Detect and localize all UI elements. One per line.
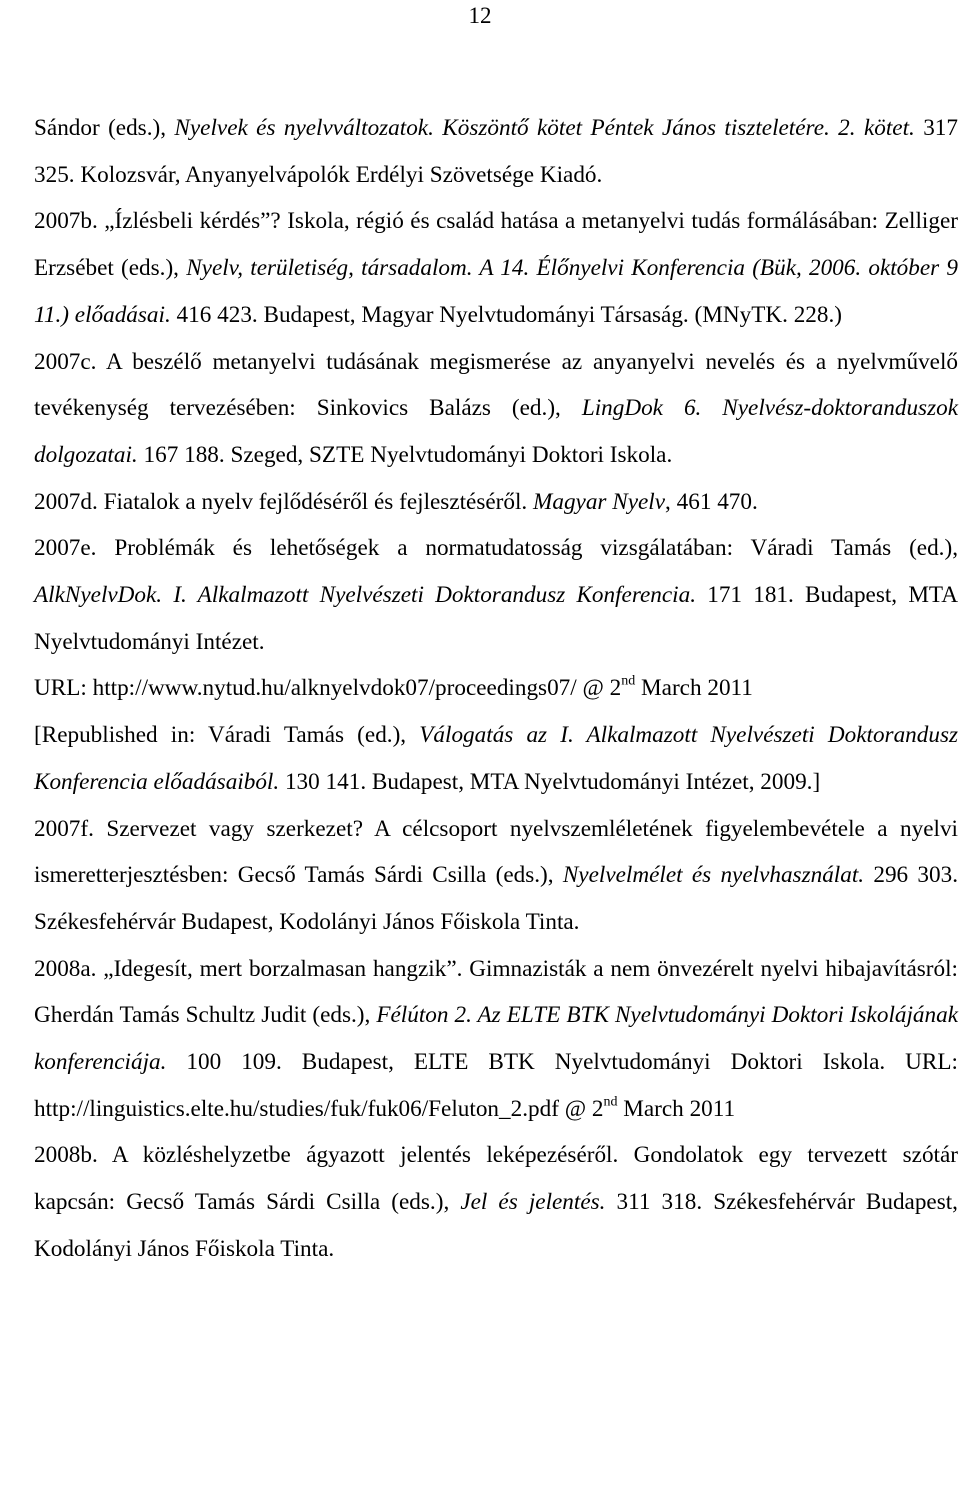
- reference-text: 2008b. A közléshelyzetbe ágyazott jelentés leképezéséről. Gondolatok egy tervezett szótár kapcsán: Gecső Tamás Sárdi Csilla (eds.),: [34, 1142, 958, 1216]
- reference-entry: [34, 198, 958, 338]
- reference-text: URL: http://www.nytud.hu/alknyelvdok07/proceedings07/ @ 2: [34, 675, 622, 702]
- reference-text: 2007f. Szervezet vagy szerkezet? A célcsoport nyelvszemléletének figyelembevétele a nyelvi ismeretterjesztésben: Gecső Tamás Sárdi Csilla (eds.),: [34, 815, 958, 889]
- reference-text: 317 325. Kolozsvár, Anyanyelvápolók Erdélyi Szövetsége Kiadó.: [34, 115, 958, 188]
- italic-title: Jel és jelentés.: [460, 1189, 606, 1216]
- reference-text: 167 188. Szeged, SZTE Nyelvtudományi Doktori Iskola.: [137, 441, 673, 468]
- reference-text: 2007e. Problémák és lehetőségek a normatudatosság vizsgálatában: Váradi Tamás (ed.),: [34, 535, 958, 562]
- reference-text: 100 109. Budapest, ELTE BTK Nyelvtudományi Doktori Iskola. URL: http://linguistics.elte.hu/studies/fuk/fuk06/Feluton_2.pdf @ 2: [34, 1049, 958, 1122]
- italic-title: Magyar Nyelv: [533, 488, 666, 515]
- italic-title: Nyelvek és nyelvváltozatok. Köszöntő kötet Péntek János tiszteletére. 2. kötet.: [174, 115, 915, 141]
- reference-list: [34, 105, 958, 1273]
- superscript-text: nd: [621, 673, 636, 689]
- reference-text: 2007c. A beszélő metanyelvi tudásának megismerése az anyanyelvi nevelés és a nyelvművelő tevékenység tervezésében: Sinkovics Balázs (ed.),: [34, 348, 958, 422]
- reference-entry: [34, 665, 958, 712]
- italic-title: Félúton 2. Az ELTE BTK Nyelvtudományi Doktori Iskolájának konferenciája.: [34, 1002, 958, 1076]
- reference-entry: [34, 946, 958, 1133]
- reference-text: March 2011: [635, 675, 753, 702]
- reference-entry: [34, 105, 958, 198]
- reference-text: 2007d. Fiatalok a nyelv fejlődéséről és fejlesztéséről.: [34, 488, 534, 515]
- reference-text: Sándor (eds.),: [34, 115, 175, 141]
- italic-title: Nyelvelmélet és nyelvhasználat.: [562, 862, 865, 889]
- reference-entry: [34, 479, 958, 526]
- reference-text: , 461 470.: [665, 488, 758, 515]
- page-number: 12: [468, 3, 492, 28]
- superscript-text: nd: [603, 1094, 618, 1110]
- reference-entry: [34, 806, 958, 946]
- reference-text: 171 181. Budapest, MTA Nyelvtudományi Intézet.: [34, 582, 958, 655]
- reference-entry: [34, 1132, 958, 1272]
- reference-text: 311 318. Székesfehérvár Budapest, Kodolányi János Főiskola Tinta.: [34, 1189, 958, 1262]
- reference-entry: [34, 525, 958, 665]
- reference-text: 2008a. „Idegesít, mert borzalmasan hangzik”. Gimnazisták a nem önvezérelt nyelvi hibajavításról: Gherdán Tamás Schultz Judit (eds.),: [34, 955, 958, 1029]
- reference-text: [Republished in: Váradi Tamás (ed.),: [34, 722, 420, 749]
- italic-title: AlkNyelvDok. I. Alkalmazott Nyelvészeti Doktorandusz Konferencia.: [34, 582, 697, 609]
- italic-title: Válogatás az I. Alkalmazott Nyelvészeti Doktorandusz Konferencia előadásaiból.: [34, 722, 958, 795]
- italic-title: Nyelv, területiség, társadalom. A 14. Élőnyelvi Konferencia (Bük, 2006. október 9 11.) előadásai.: [34, 255, 958, 328]
- reference-text: 2007b. „Ízlésbeli kérdés”? Iskola, régió és család hatása a metanyelvi tudás formálásában: Zelliger Erzsébet (eds.),: [34, 208, 958, 282]
- reference-text: 296 303. Székesfehérvár Budapest, Kodolányi János Főiskola Tinta.: [34, 862, 959, 935]
- italic-title: LingDok 6. Nyelvész-doktoranduszok dolgozatai.: [34, 395, 958, 468]
- reference-entry: [34, 339, 958, 479]
- reference-text: March 2011: [617, 1095, 736, 1122]
- reference-entry: [34, 712, 958, 805]
- reference-text: 130 141. Budapest, MTA Nyelvtudományi Intézet, 2009.]: [279, 768, 821, 795]
- reference-text: 416 423. Budapest, Magyar Nyelvtudományi Társaság. (MNyTK. 228.): [170, 301, 842, 328]
